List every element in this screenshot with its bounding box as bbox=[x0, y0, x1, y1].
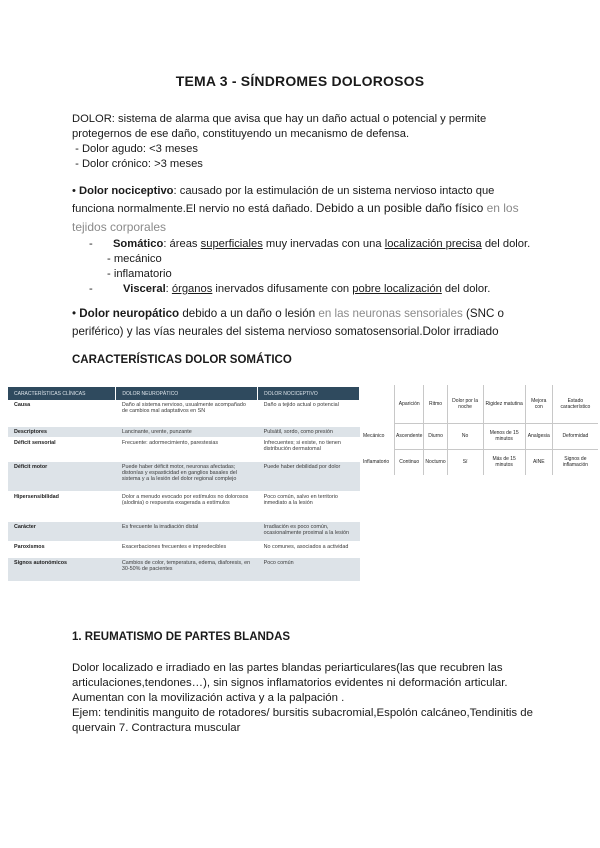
table-cell: Exacerbaciones frecuentes e impredecibles bbox=[116, 541, 258, 557]
somatic-text: localización precisa bbox=[384, 238, 482, 250]
table-cell: Irradiación es poco común, ocasionalmente proximal a la lesión bbox=[258, 521, 360, 541]
nociceptive-text: : causado por la estimulación de un sistema nervioso intacto que bbox=[173, 185, 495, 197]
neuropathic-label: Dolor neuropático bbox=[79, 307, 180, 320]
acute-pain-line: - Dolor agudo: <3 meses bbox=[72, 143, 198, 155]
neuropathic-section bbox=[72, 305, 504, 341]
paragraph-line: articulaciones,tendones…), sin signos inflamatorios evidentes ni deformación articular. bbox=[72, 677, 508, 689]
table-cell: Causa bbox=[8, 400, 116, 426]
column-header: Mejora con bbox=[525, 385, 552, 423]
table-row bbox=[8, 437, 360, 461]
table-cell: Deformidad bbox=[552, 423, 598, 449]
intro-line: protegernos de ese daño, constituyendo un mecanismo de defensa. bbox=[72, 128, 410, 140]
paragraph-line: quervain 7. Contractura muscular bbox=[72, 722, 241, 734]
somatic-text: muy inervadas con una bbox=[262, 238, 385, 250]
table-cell: Poco común, salvo en territorio inmediato a la lesión bbox=[258, 491, 360, 521]
table-cell: Analgesia bbox=[525, 423, 552, 449]
pain-characteristics-table bbox=[8, 387, 360, 582]
table-row bbox=[362, 423, 598, 449]
neuropathic-text: (SNC o bbox=[462, 307, 504, 320]
table-row bbox=[8, 461, 360, 491]
paragraph-line: Dolor localizado e irradiado en las partes blandas periarticulares(las que recubren las bbox=[72, 662, 503, 674]
somatic-text: : áreas bbox=[163, 238, 201, 250]
table-cell: Continuo bbox=[395, 449, 424, 475]
table-cell: Más de 15 minutos bbox=[483, 449, 525, 475]
table-corner bbox=[362, 385, 395, 423]
column-header: CARACTERÍSTICAS CLÍNICAS bbox=[8, 387, 116, 400]
section-heading: 1. REUMATISMO DE PARTES BLANDAS bbox=[72, 631, 291, 643]
visceral-item bbox=[89, 282, 530, 297]
table-cell: Puede haber debilidad por dolor bbox=[258, 461, 360, 491]
visceral-text: órganos bbox=[171, 283, 213, 295]
page-title: TEMA 3 - SÍNDROMES DOLOROSOS bbox=[175, 73, 425, 89]
table-cell: Daño a tejido actual o potencial bbox=[258, 400, 360, 426]
column-header: Aparición bbox=[395, 385, 424, 423]
table-header-row bbox=[362, 385, 598, 423]
column-header: Ritmo bbox=[424, 385, 447, 423]
neuropathic-text: debido a un daño o lesión bbox=[179, 307, 319, 320]
table-cell: Menos de 15 minutos bbox=[483, 423, 525, 449]
table-cell: Descriptores bbox=[8, 426, 116, 437]
rheumatism-paragraph bbox=[72, 661, 533, 736]
nociceptive-text: funciona normalmente.El nervio no está dañado. bbox=[72, 203, 316, 215]
table-cell: Sí bbox=[447, 449, 483, 475]
paragraph-line: Aumentan con la movilización activa y a la palpación . bbox=[72, 692, 345, 704]
visceral-text: inervados difusamente con bbox=[212, 283, 353, 295]
column-header: Rigidez matutina bbox=[483, 385, 525, 423]
column-header: Estado característico bbox=[552, 385, 598, 423]
table-cell: Ascendente bbox=[395, 423, 424, 449]
table-cell: Lancinante, urente, punzante bbox=[116, 426, 258, 437]
intro-line: DOLOR: sistema de alarma que avisa que hay un daño actual o potencial y permite bbox=[72, 113, 487, 125]
table-row bbox=[8, 557, 360, 581]
somatic-text: superficiales bbox=[200, 238, 263, 250]
somatic-text: del dolor. bbox=[481, 238, 531, 250]
dash: - bbox=[89, 238, 93, 250]
table-header-row bbox=[8, 387, 360, 400]
table-cell: Carácter bbox=[8, 521, 116, 541]
neuropathic-text: periférico) y las vías neurales del sistema nervioso somatosensorial.Dolor irradiado bbox=[72, 325, 499, 338]
table-row bbox=[8, 491, 360, 521]
neuropathic-text: en las neuronas sensoriales bbox=[318, 307, 463, 320]
table-cell: Signos autonómicos bbox=[8, 557, 116, 581]
nociceptive-text: en los bbox=[483, 201, 519, 215]
table-row bbox=[8, 400, 360, 426]
table-cell: Pulsátil, sordo, como presión bbox=[258, 426, 360, 437]
table-cell: Es frecuente la irradiación distal bbox=[116, 521, 258, 541]
table-cell: Daño al sistema nervioso, usualmente acompañado de cambios mal adaptativos en SN bbox=[116, 400, 258, 426]
nociceptive-text: tejidos corporales bbox=[72, 220, 167, 234]
column-header: Dolor por la noche bbox=[447, 385, 483, 423]
nociceptive-section bbox=[72, 184, 530, 297]
column-header: DOLOR NEUROPÁTICO bbox=[116, 387, 258, 400]
table-cell: Nocturno bbox=[424, 449, 447, 475]
sub-item-mecanico: - mecánico bbox=[107, 253, 162, 265]
table-row bbox=[8, 521, 360, 541]
somatic-label: Somático bbox=[112, 238, 164, 250]
dash: - bbox=[89, 283, 93, 295]
row-header: Mecánico bbox=[362, 423, 395, 449]
table-cell: Frecuente: adormecimiento, parestesias bbox=[116, 437, 258, 461]
column-header: DOLOR NOCICEPTIVO bbox=[258, 387, 360, 400]
visceral-text: : bbox=[165, 283, 172, 295]
table-cell: Dolor a menudo evocado por estímulos no dolorosos (alodinia) o respuesta exagerada a estímulos bbox=[116, 491, 258, 521]
table-row bbox=[8, 541, 360, 557]
table-row bbox=[362, 449, 598, 475]
bullet: • bbox=[72, 307, 77, 320]
table-cell: Paroxismos bbox=[8, 541, 116, 557]
table-cell: AINE bbox=[525, 449, 552, 475]
table-row bbox=[8, 426, 360, 437]
visceral-label: Visceral bbox=[122, 283, 166, 295]
row-header: Inflamatorio bbox=[362, 449, 395, 475]
table-cell: Diurno bbox=[424, 423, 447, 449]
visceral-text: del dolor. bbox=[441, 283, 491, 295]
intro-paragraph bbox=[72, 112, 486, 172]
nociceptive-text: Debido a un posible daño físico bbox=[315, 201, 484, 215]
table-cell: Infrecuentes; si existe, no tienen distribución dermatomal bbox=[258, 437, 360, 461]
table-cell: No comunes, asociados a actividad bbox=[258, 541, 360, 557]
table-cell: Signos de inflamación bbox=[552, 449, 598, 475]
chronic-pain-line: - Dolor crónico: >3 meses bbox=[72, 158, 203, 170]
visceral-text: pobre localización bbox=[352, 283, 442, 295]
table-cell: Hipersensibilidad bbox=[8, 491, 116, 521]
sub-item-inflamatorio: - inflamatorio bbox=[107, 268, 172, 280]
somatic-item bbox=[89, 237, 530, 252]
paragraph-line: Ejem: tendinitis manguito de rotadores/ bursitis subacromial,Espolón calcáneo,Tendinitis de bbox=[72, 707, 533, 719]
bullet: • bbox=[72, 185, 76, 197]
table-cell: Déficit sensorial bbox=[8, 437, 116, 461]
table-cell: No bbox=[447, 423, 483, 449]
nociceptive-label: Dolor nociceptivo bbox=[79, 185, 174, 197]
table-cell: Cambios de color, temperatura, edema, diaforesis, en 30-50% de pacientes bbox=[116, 557, 258, 581]
mechanical-vs-inflammatory-table bbox=[362, 385, 598, 475]
table-cell: Poco común bbox=[258, 557, 360, 581]
table-cell: Déficit motor bbox=[8, 461, 116, 491]
table-cell: Puede haber déficit motor, neuronas afectadas; distonías y espasticidad en ganglios basales del sistema y a la lesión del dolor regional complejo bbox=[116, 461, 258, 491]
section-heading: CARACTERÍSTICAS DOLOR SOMÁTICO bbox=[72, 354, 292, 366]
